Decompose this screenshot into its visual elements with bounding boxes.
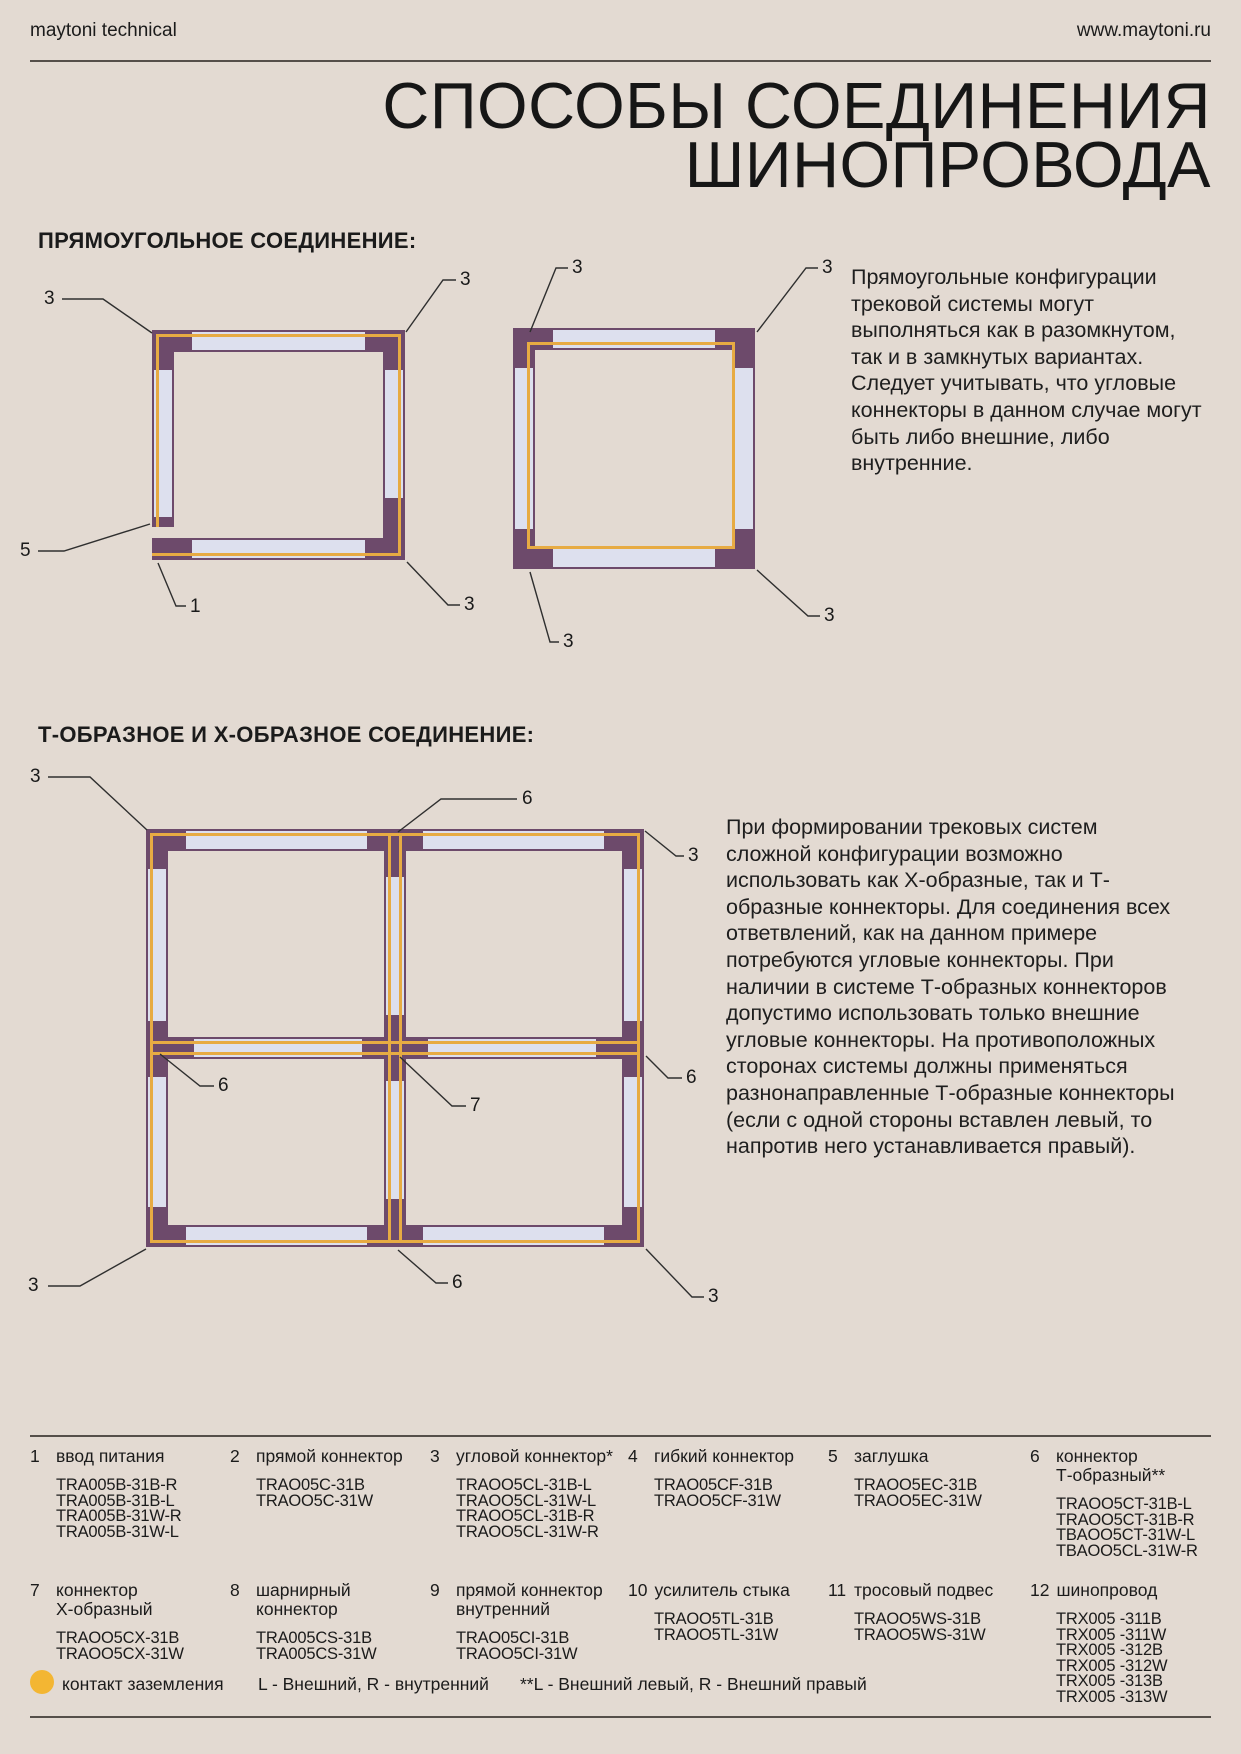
site-url: www.maytoni.ru [1076,20,1211,41]
part-number: 8 [230,1580,240,1600]
part-code: TRAOO5TL-31W [654,1625,779,1644]
part-title: прямой коннектор [256,1446,403,1466]
page-title-line1: СПОСОБЫ СОЕДИНЕНИЯ [382,69,1211,142]
part-code: TRA005B-31B-R [56,1476,178,1494]
part-code: TBAOO5CL-31W-R [1056,1541,1198,1560]
callout-line [398,1250,448,1283]
part-number: 1 [30,1446,40,1466]
callout-t-connector: 6 [452,1272,463,1293]
part-code: TRAOO5CL-31W-R [456,1522,599,1541]
callout-line [62,299,152,333]
callout-line [757,570,820,616]
part-code: TRAOO5CL-31W-L [456,1491,596,1510]
part-number: 4 [628,1446,638,1466]
part-code: TRA005CS-31B [256,1629,372,1647]
part-code: TRX005 -311W [1056,1625,1167,1644]
callout-line [160,1054,214,1086]
part-code: TRX005 -312B [1056,1641,1163,1659]
callout-line [48,777,147,830]
part-title: заглушка [854,1446,929,1466]
part-code: TRA005B-31B-L [56,1491,175,1510]
part-title: коннектор Т-образный** [1056,1446,1166,1485]
part-code: TRAOO5WS-31B [854,1610,981,1628]
section2-paragraph: При формировании трековых систем сложной конфигурации возможно использовать как Х-образные, так и Т-образные коннекторы. Для соединения всех ответвлений, как на данном примере потребуются угловые коннекторы. При наличии в системе Т-образных коннекторов допустимо использовать только внешние угловые коннекторы. На противоположных сторонах системы должны применяться разнонаправленные Т-образные коннекторы (если с одной стороны вставлен левый, то напротив него устанавливается правый). [726,815,1175,1159]
callout-corner: 3 [572,257,583,278]
part-title: шинопровод [1056,1580,1158,1600]
part-number: 7 [30,1580,40,1600]
part-title: ввод питания [56,1446,165,1466]
legend-note1: L - Внешний, R - внутренний [258,1674,489,1694]
section1-heading: ПРЯМОУГОЛЬНОЕ СОЕДИНЕНИЕ: [38,228,417,253]
part-code: TRAOO5CI-31W [456,1644,578,1663]
part-code: TRAOO5TL-31B [654,1610,774,1628]
part-number: 3 [430,1446,440,1466]
callout-corner: 3 [28,1275,39,1296]
callout-line [757,268,818,332]
section2-heading: Т-ОБРАЗНОЕ И Х-ОБРАЗНОЕ СОЕДИНЕНИЕ: [38,722,535,747]
callout-corner: 3 [708,1286,719,1307]
part-code: TRAOO5CL-31B-L [456,1476,592,1494]
callout-line [646,1249,704,1297]
callout-corner: 3 [30,766,41,787]
part-title: тросовый подвес [854,1580,994,1600]
part-code: TRA005B-31W-R [56,1507,182,1525]
legend-note2: **L - Внешний левый, R - Внешний правый [520,1674,867,1694]
section1-paragraph: Прямоугольные конфигурации трековой системы могут выполняться как в разомкнутом, так и в замкнутых вариантах. Следует учитывать, что угловые коннекторы в данном случае могут быть либо внешние, либо внутренние. [851,265,1202,476]
callout-line [158,563,186,606]
callout-t-connector: 6 [218,1075,229,1096]
part-code: TRAOO5WS-31W [854,1625,986,1644]
callout-corner: 3 [464,594,475,615]
callout-line [407,562,460,605]
callout-end-cap: 5 [20,540,31,561]
callout-line [38,524,150,551]
part-code: TRAOO5EC-31W [854,1491,982,1510]
part-code: TRAOO5CL-31B-R [456,1507,595,1525]
callout-power-input: 1 [190,596,201,617]
callout-corner: 3 [44,288,55,309]
part-code: TRX005 -313W [1056,1687,1168,1706]
part-code: TRAOO5C-31W [256,1491,373,1510]
part-code: TRAO05CF-31B [654,1476,773,1494]
part-number: 2 [230,1446,240,1466]
part-title: шарнирный коннектор [256,1580,351,1619]
callout-corner: 3 [824,605,835,626]
part-title: гибкий коннектор [654,1446,795,1466]
part-number: 12 [1030,1580,1050,1600]
part-title: усилитель стыка [654,1580,790,1600]
part-title: прямой коннектор внутренний [456,1580,603,1619]
part-number: 6 [1030,1446,1040,1466]
part-number: 5 [828,1446,838,1466]
part-number: 10 [628,1580,648,1600]
part-code: TRAOO5CF-31W [654,1491,781,1510]
part-code: TRAOO5CT-31B-L [1056,1495,1192,1513]
part-code: TRX005 -313B [1056,1672,1163,1690]
part-title: коннектор Х-образный [56,1580,153,1619]
callout-line [48,1249,146,1286]
part-code: TRAOO5CX-31B [56,1629,180,1647]
part-title: угловой коннектор* [456,1446,613,1466]
part-code: TBAOO5CT-31W-L [1056,1526,1196,1544]
part-code: TRAO05CI-31B [456,1629,570,1647]
callout-corner: 3 [563,631,574,652]
callout-t-connector: 6 [686,1067,697,1088]
callout-line [646,1056,682,1078]
callout-line [398,799,517,832]
callout-line [400,1057,466,1106]
part-code: TRA005B-31W-L [56,1522,179,1541]
callout-line [530,572,559,642]
callout-t-connector: 6 [522,788,533,809]
part-code: TRX005 -311B [1056,1610,1162,1628]
callout-line [530,268,568,332]
part-code: TRAOO5CT-31B-R [1056,1510,1195,1529]
part-code: TRX005 -312W [1056,1656,1168,1675]
part-code: TRAOO5CX-31W [56,1644,184,1663]
callout-line [406,280,456,332]
part-number: 9 [430,1580,440,1600]
legend-ground-label: контакт заземления [62,1674,224,1694]
part-code: TRA005CS-31W [256,1644,377,1663]
callout-x-connector: 7 [470,1095,481,1116]
brand-text: maytoni technical [30,20,177,41]
page-title-line2: ШИНОПРОВОДА [684,128,1211,201]
callout-corner: 3 [822,257,833,278]
part-code: TRAOO5EC-31B [854,1476,978,1494]
callout-corner: 3 [460,269,471,290]
callout-line [645,831,684,856]
callout-corner: 3 [688,845,699,866]
part-code: TRAO05C-31B [256,1476,365,1494]
part-number: 11 [828,1580,847,1600]
